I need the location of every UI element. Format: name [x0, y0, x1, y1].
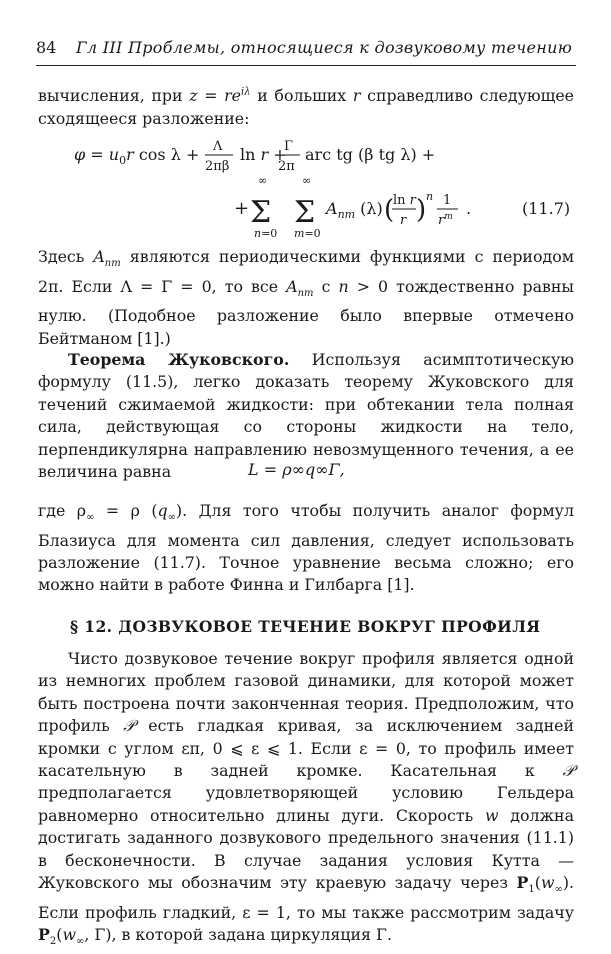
equation-number: (11.7)	[522, 199, 571, 218]
running-title: Гл III Проблемы, относящиеся к дозвуковому течению	[76, 38, 573, 57]
theorem-title: Теорема Жуковского.	[68, 350, 290, 369]
paragraph-anm	[38, 246, 574, 350]
frac2-num: Γ	[284, 139, 294, 154]
paragraph-blasius-text: где $\rho_\infty = \rho$ $(q_\infty)$. Для того чтобы получить аналог формул Блазиуса для момента сил давления, следует использовать разложение (11.7). Точное уравнение весьма сложно; его можно найти в работе Финна и Гилбарга [1].	[38, 501, 574, 595]
sum1-upper: ∞	[258, 174, 268, 187]
paren-right: )	[416, 195, 427, 225]
sum1-lower: n=0	[254, 227, 278, 240]
eq-line2-anm: $A_{nm}$ (λ)	[326, 199, 383, 221]
eq-line2-plus: +	[234, 198, 250, 219]
theorem-text: Используя асимптотическую формулу (11.5), легко доказать теорему Жуковского для течений сжимаемой жидкости: при обтекании тела полная сила, действующая со стороны жидкости на тело, перпендикулярна направлению невозмущенного течения, а ее величина равна	[38, 350, 574, 482]
equation-lift	[248, 460, 345, 479]
section-heading: § 12. ДОЗВУКОВОЕ ТЕЧЕНИЕ ВОКРУГ ПРОФИЛЯ	[70, 617, 541, 636]
sum2-sigma: Σ	[294, 195, 316, 230]
paragraph-intro-text: вычисления, при $z = re^{i\lambda}$ и больших r справедливо следующее сходящееся разложение:	[38, 86, 575, 128]
paragraph-section12	[38, 648, 574, 954]
equation-lift-text: L = ρ∞q∞Γ,	[248, 460, 345, 479]
eq-line2-dot: .	[466, 199, 472, 218]
frac4-num: 1	[443, 193, 452, 208]
paragraph-anm-text: Здесь $A_{nm}$ являются периодическими функциями с периодом 2π. Если Λ = Γ = 0, то все $A_{nm}$ с n > 0 тождественно равны нулю. (Подобное разложение было впервые отмечено Бейтманом [1].)	[38, 247, 575, 348]
sum2-lower: m=0	[294, 227, 321, 240]
paragraph-blasius	[38, 500, 574, 597]
sum1-sigma: Σ	[250, 195, 272, 230]
frac3-den: r	[400, 213, 407, 228]
page-number: 84	[36, 38, 57, 57]
frac3-num: ln r	[393, 193, 416, 208]
eq-line1-c: arc tg (β tg λ) +	[305, 145, 436, 164]
paragraph-section12-text: Чисто дозвуковое течение вокруг профиля является одной из немногих проблем газовой динамики, для которой может быть построена почти законченная теория. Предположим, что профиль 𝒫 есть гладкая кривая, за исключением задней кромки с углом επ, 0 ⩽ ε ⩽ 1. Если ε = 0, то профиль имеет касательную в задней кромке. Касательная к 𝒫 предполагается удовлетворяющей условию Гельдера равномерно относительно длины дуги. Скорость w должна достигать заданного дозвукового предельного значения (11.1) в бесконечности. В случае задания условия Кутта — Жуковского мы обозначим эту краевую задачу через $P_1(w_\infty)$. Если профиль гладкий, ε = 1, то мы также рассмотрим задачу $P_2(w_\infty$, Γ), в которой задана циркуляция Γ.	[38, 649, 574, 948]
frac1-den: 2πβ	[205, 159, 230, 174]
eq-line1-b: ln r +	[240, 145, 287, 164]
sum2-upper: ∞	[302, 174, 312, 187]
power-n: n	[426, 190, 434, 203]
paren-left: (	[384, 195, 395, 225]
frac2-den: 2π	[278, 159, 295, 174]
eq-line1: $\varphi = u_0r$ cos λ +	[74, 145, 200, 167]
frac1-num: Λ	[213, 139, 223, 154]
frac4-den: $r^m$	[438, 212, 453, 228]
